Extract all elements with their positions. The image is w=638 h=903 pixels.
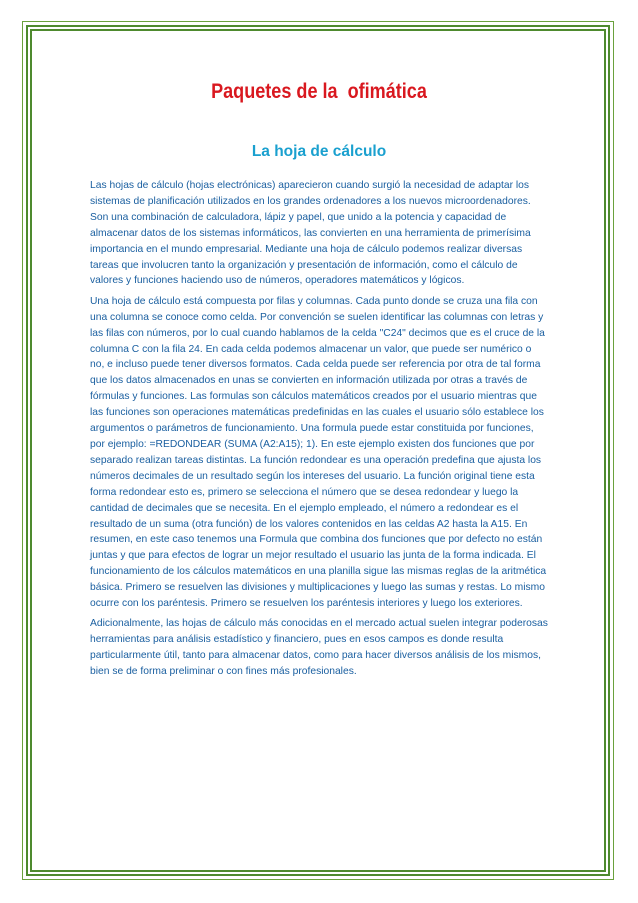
paragraph-intro: Las hojas de cálculo (hojas electrónicas) aparecieron cuando surgió la necesidad de adaptar los sistemas de planificación utilizados en los grandes ordenadores a los nuevos microordenadores. Son una combinación de calculadora, lápiz y papel, que unido a la potencia y capacidad de almacenar datos de los sistemas informáticos, las convierten en una herramienta de primerísima importancia en el mundo empresarial. Mediante una hoja de cálculo podemos realizar diversas tareas que involucren tanto la organización y presentación de información, como el cálculo de valores y funciones haciendo uso de números, operadores matemáticos y lógicos.	[90, 180, 531, 287]
document-body	[90, 78, 548, 685]
section-subtitle: La hoja de cálculo	[251, 143, 387, 160]
document-title: Paquetes de la ofimática	[211, 80, 427, 103]
paragraph-additional: Adicionalmente, las hojas de cálculo más conocidas en el mercado actual suelen integrar poderosas herramientas para análisis estadístico y financiero, pues en esos campos es donde resulta particularmente útil, tanto para almacenar datos, como para hacer diversos análisis de los mismos, bien se de forma preliminar o con fines más profesionales.	[90, 618, 548, 678]
paragraph-structure: Una hoja de cálculo está compuesta por filas y columnas. Cada punto donde se cruza una fila con una columna se conoce como celda. Por convención se suelen identificar las columnas con letras y las filas con números, por lo cual cuando hablamos de la celda "C24" decimos que es el cruce de la columna C con la fila 24. En cada celda podemos almacenar un valor, que puede ser numérico o no, e incluso puede tener diversos formatos. Cada celda puede ser referencia por otra de tal forma que los datos almacenados en unas se convierten en información utilizada por otras a través de fórmulas y funciones. Las formulas son cálculos matemáticos creados por el usuario mientras que las funciones son operaciones matemáticas predefinidas en las cuales el usuario sólo establece los argumentos o parámetros de funcionamiento. Una formula puede estar constituida por funciones, por ejemplo: =REDONDEAR (SUMA (A2:A15); 1). En este ejemplo existen dos funciones que por separado realizan tareas distintas. La función redondear es una operación predefina que ajusta los números decimales de un resultado según los intereses del usuario. La función original tiene esta forma redondear esto es, primero se selecciona el número que se desea redondear y luego la cantidad de decimales que se necesita. En el ejemplo empleado, el número a redondear es el resultado de un suma (otra función) de los valores contenidos en las celdas A2 hasta la A15. En resumen, en este caso tenemos una Formula que combina dos funciones que por defecto no están juntas y que para efectos de lograr un mejor resultado el usuario las junta de la forma indicada. El funcionamiento de los cálculos matemáticos en una planilla sigue las mismas reglas de la aritmética básica. Primero se resuelven las divisiones y multiplicaciones y luego las sumas y restas. Lo mismo ocurre con los paréntesis. Primero se resuelven los paréntesis interiores y luego los exteriores.	[90, 295, 547, 610]
